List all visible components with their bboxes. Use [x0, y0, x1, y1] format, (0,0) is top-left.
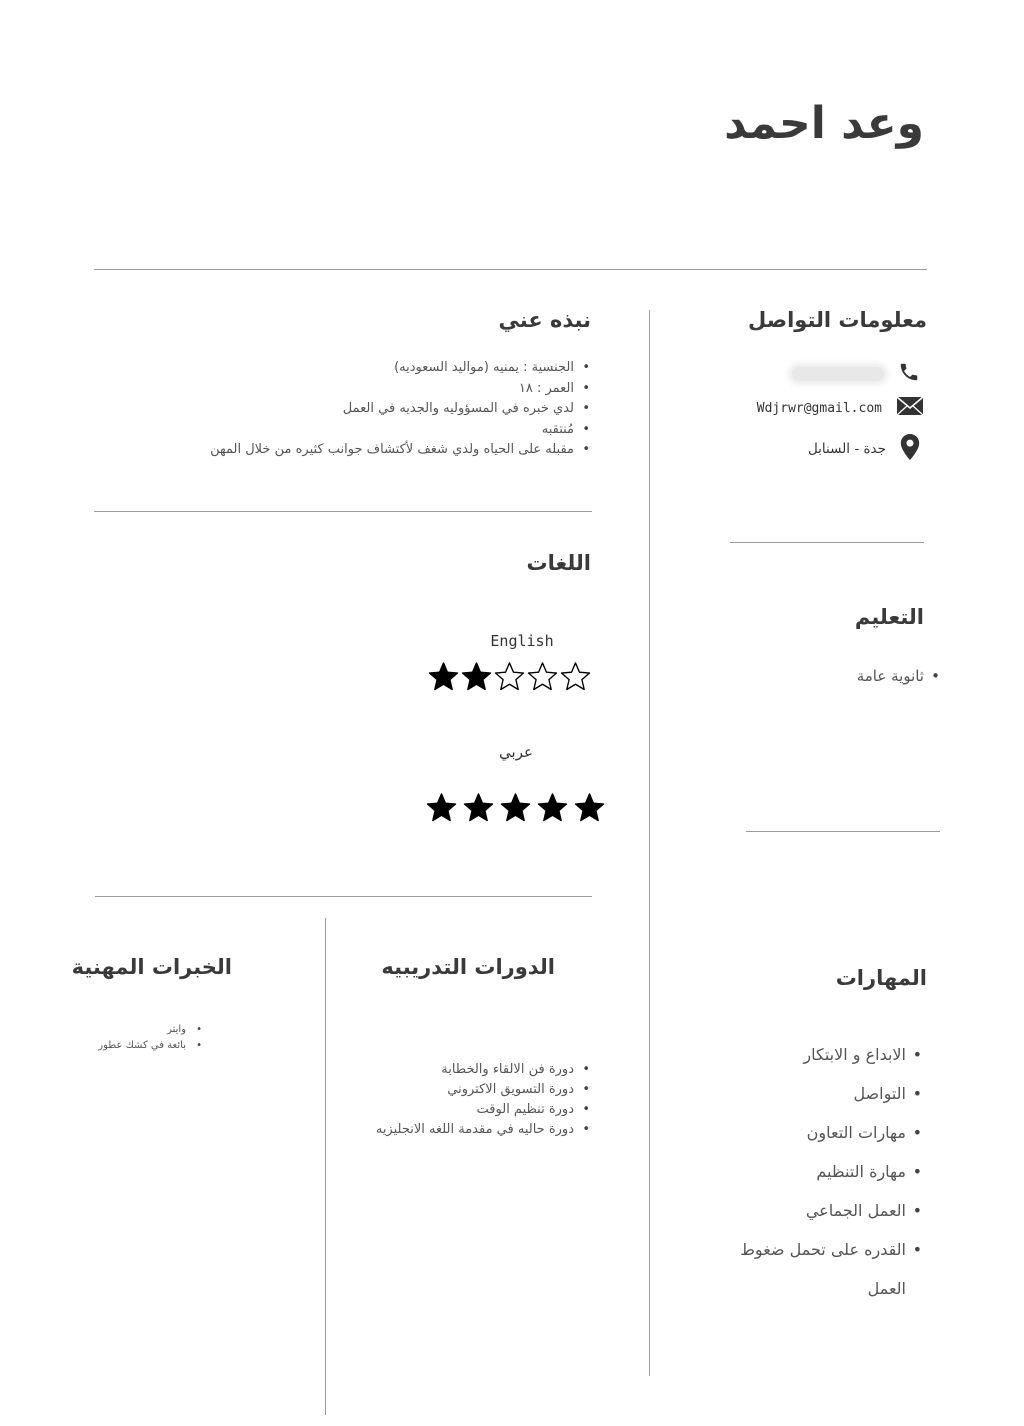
divider-about	[94, 511, 592, 512]
experience-list	[24, 1022, 204, 1054]
about-list	[192, 358, 592, 461]
education-item: • ثانوية عامة	[857, 665, 942, 687]
star-empty-icon	[560, 661, 591, 692]
course-item: • دورة تنظيم الوقت	[332, 1100, 592, 1120]
language-name-english: English	[490, 632, 554, 650]
divider-contact	[730, 542, 924, 543]
about-item: • مقبله على الحياه ولدي شغف لأكتشاف جوانب كثيره من خلال المهن	[192, 440, 592, 461]
experience-title: الخبرات المهنية	[71, 955, 232, 979]
language-name-arabic: عربي	[499, 743, 533, 761]
contact-location: جدة - السنابل	[807, 441, 886, 457]
contact-email[interactable]: Wdjrwr@gmail.com	[756, 400, 882, 416]
skill-item: • العمل الجماعي	[704, 1191, 924, 1230]
star-filled-icon	[426, 792, 457, 823]
skill-item: • الابداع و الابتكار	[704, 1035, 924, 1074]
star-filled-icon	[428, 661, 459, 692]
education-title: التعليم	[854, 605, 924, 629]
map-pin-icon	[900, 434, 920, 464]
courses-title: الدورات التدريبيه	[381, 955, 555, 979]
skill-item: • التواصل	[704, 1074, 924, 1113]
about-item: • الجنسية : يمنيه (مواليد السعوديه)	[192, 358, 592, 379]
skill-item: • مهارات التعاون	[704, 1113, 924, 1152]
experience-item: • بائعة في كشك عطور	[24, 1038, 204, 1054]
envelope-icon	[896, 396, 924, 420]
star-filled-icon	[574, 792, 605, 823]
courses-list	[332, 1060, 592, 1140]
languages-title: اللغات	[526, 551, 591, 575]
star-filled-icon	[463, 792, 494, 823]
star-filled-icon	[537, 792, 568, 823]
star-filled-icon	[461, 661, 492, 692]
experience-item: • وايتر	[24, 1022, 204, 1038]
skills-title: المهارات	[835, 966, 927, 990]
star-empty-icon	[494, 661, 525, 692]
phone-number-redacted	[792, 367, 884, 381]
about-item: • مُنتقبه	[192, 420, 592, 441]
contact-email-row	[757, 396, 924, 420]
course-item: • دورة التسويق الاكتروني	[332, 1080, 592, 1100]
skill-item: • مهارة التنظيم	[704, 1152, 924, 1191]
divider-top	[94, 269, 927, 270]
about-item: • العمر : ١٨	[192, 379, 592, 400]
contact-location-row	[808, 434, 920, 464]
star-filled-icon	[500, 792, 531, 823]
candidate-name: وعد احمد	[724, 98, 924, 149]
language-rating-arabic	[425, 792, 605, 823]
contact-phone-row	[792, 360, 920, 388]
phone-icon	[898, 360, 920, 388]
course-item: • دورة فن الالقاء والخطابة	[332, 1060, 592, 1080]
about-item: • لدي خبره في المسؤوليه والجديه في العمل	[192, 399, 592, 420]
divider-vertical-bottom	[325, 918, 326, 1415]
divider-languages	[95, 896, 592, 897]
contact-title: معلومات التواصل	[748, 308, 927, 332]
skills-list	[704, 1035, 924, 1308]
star-empty-icon	[527, 661, 558, 692]
divider-vertical-main	[649, 310, 650, 1376]
course-item: • دورة حاليه في مقدمة اللغه الانجليزيه	[332, 1120, 592, 1140]
skill-item: • القدره على تحمل ضغوط العمل	[704, 1230, 924, 1308]
divider-education	[746, 831, 940, 832]
language-rating-english	[419, 661, 599, 692]
about-title: نبذه عني	[498, 308, 591, 332]
education-list	[857, 665, 942, 687]
